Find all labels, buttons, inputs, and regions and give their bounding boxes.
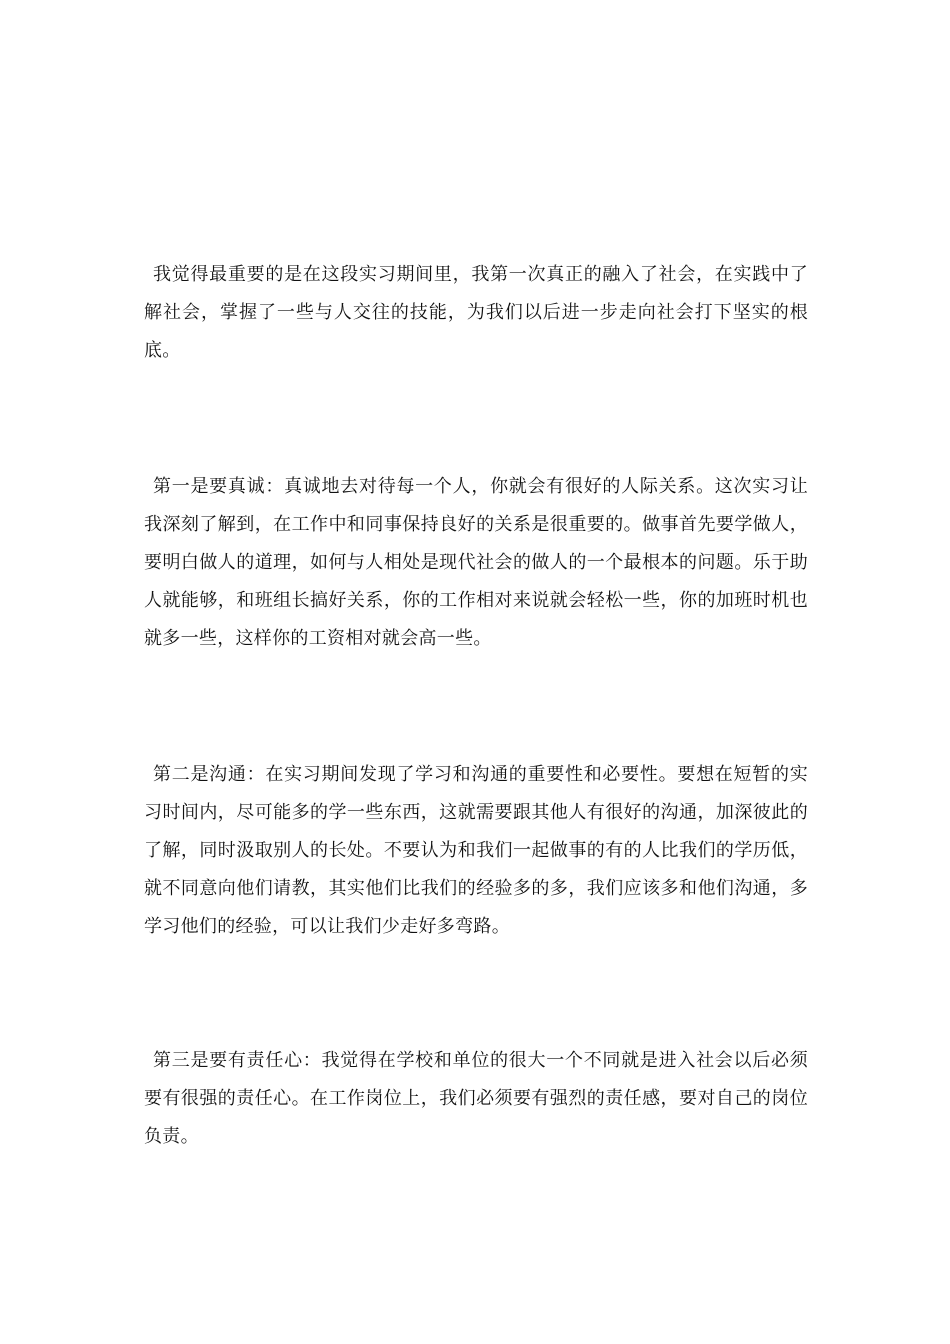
paragraph-responsibility: 第三是要有责任心：我觉得在学校和单位的很大一个不同就是进入社会以后必须要有很强的责任心。在工作岗位上，我们必须要有强烈的责任感，要对自己的岗位负责。 (144, 1050, 808, 1147)
paragraph-sincerity: 第一是要真诚：真诚地去对待每一个人，你就会有很好的人际关系。这次实习让我深刻了解到，在工作中和同事保持良好的关系是很重要的。做事首先要学做人，要明白做人的道理，如何与人相处是现代社会的做人的一个最根本的问题。乐于助人就能够，和班组长搞好关系，你的工作相对来说就会轻松一些，你的加班时机也就多一些，这样你的工资相对就会高一些。 (144, 476, 808, 649)
paragraph-communication: 第二是沟通：在实习期间发现了学习和沟通的重要性和必要性。要想在短暂的实习时间内，尽可能多的学一些东西，这就需要跟其他人有很好的沟通，加深彼此的了解，同时汲取别人的长处。不要认为和我们一起做事的有的人比我们的学历低，就不同意向他们请教，其实他们比我们的经验多的多，我们应该多和他们沟通，多学习他们的经验，可以让我们少走好多弯路。 (144, 764, 808, 937)
paragraph-reflection: 我觉得最重要的是在这段实习期间里，我第一次真正的融入了社会，在实践中了解社会，掌握了一些与人交往的技能，为我们以后进一步走向社会打下坚实的根底。 (144, 264, 808, 361)
